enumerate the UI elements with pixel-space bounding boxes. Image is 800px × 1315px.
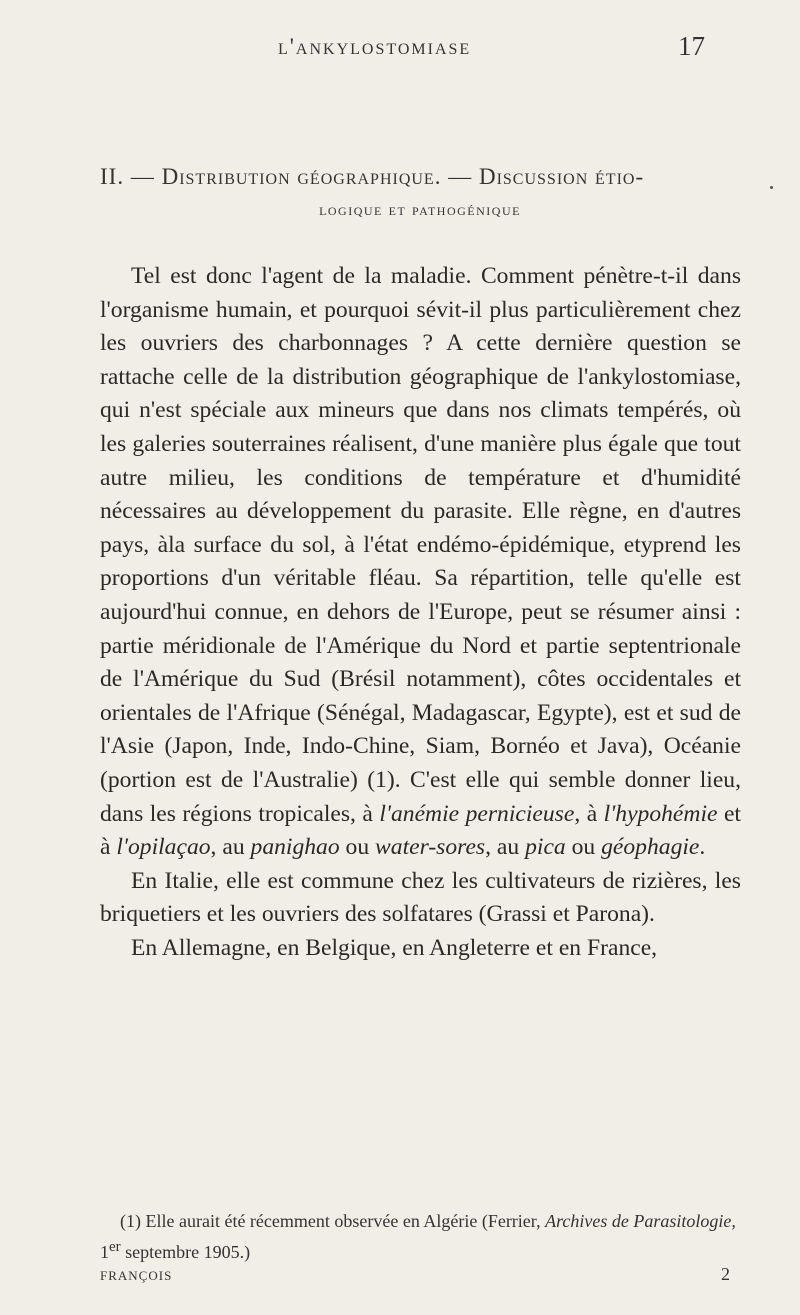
section-title-part-b: Discussion étio-	[478, 164, 645, 189]
footnote-text: septembre 1905.)	[120, 1242, 251, 1262]
footnote-1	[100, 1208, 740, 1265]
paragraph-1-text: , au	[210, 834, 251, 861]
running-head-title: l'ankylostomiase	[278, 34, 472, 59]
paragraph-1-text: , à	[574, 800, 604, 827]
term-water-sores: water-sores	[375, 834, 486, 861]
term-geophagie: géophagie	[601, 834, 700, 861]
body-text	[100, 260, 741, 965]
paragraph-1	[100, 260, 741, 865]
section-heading	[100, 164, 740, 220]
section-heading-line-1	[100, 164, 740, 190]
signature-number: 2	[721, 1264, 730, 1284]
footnote-text: (1) Elle aurait été récemment observée en Algérie (Ferrier,	[120, 1211, 546, 1231]
paragraph-1-text: ou	[339, 834, 376, 861]
footnote-journal: Archives de Parasitologie,	[545, 1211, 736, 1231]
footnote-superscript: er	[109, 1239, 121, 1255]
paragraph-1-text: et à	[100, 800, 741, 861]
term-pica: pica	[525, 834, 566, 861]
signature-name: FRANÇOIS	[100, 1268, 173, 1283]
paragraph-3: En Allemagne, en Belgique, en Angleterre et en France,	[131, 934, 658, 961]
term-anemie-pernicieuse: l'anémie pernicieuse	[379, 800, 575, 827]
ink-speck	[770, 186, 773, 189]
footnote	[100, 1208, 740, 1265]
paragraph-1-text: Tel est donc l'agent de la maladie. Comment pénètre-t-il dans l'organisme humain, et pourquoi sévit-il plus particulièrement chez les ouvriers des charbonnages ? A cette dernière question se rattache celle de la distribution géographique de l'ankylostomiase, qui n'est spéciale aux mineurs que dans nos climats tempérés, où les galeries souterraines réalisent, d'une manière plus égale que tout autre milieu, les conditions de température et d'humidité nécessaires au développement du parasite. Elle règne, en d'autres pays, àla surface du sol, à l'état endémo-épidémique, etyprend les proportions d'un véritable fléau. Sa répartition, telle qu'elle est aujourd'hui connue, en dehors de l'Europe, peut se résumer ainsi : partie méridionale de l'Amérique du Nord et partie septentrionale de l'Amérique du Sud (Brésil notamment), côtes occidentales et orientales de l'Afrique (Sénégal, Madagascar, Egypte), est et sud de l'Asie (Japon, Inde, Indo-Chine, Siam, Bornéo et Java), Océanie (portion est de l'Australie) (1). C'est elle qui semble donner lieu, dans les régions tropicales, à	[100, 263, 741, 827]
paragraph-1-text: ou	[565, 834, 602, 861]
page-number: 17	[678, 31, 705, 61]
paragraph-2: En Italie, elle est commune chez les cultivateurs de rizières, les briquetiers et les ouvriers des solfatares (Grassi et Parona).	[100, 867, 741, 928]
section-numeral: II. —	[100, 164, 155, 189]
paragraph-1-text: , au	[485, 834, 526, 861]
footnote-text: 1	[100, 1242, 109, 1262]
section-title-part-a: Distribution géographique.	[161, 164, 442, 189]
section-dash: —	[448, 164, 473, 189]
term-hypohemie: l'hypohémie	[603, 800, 718, 827]
paragraph-1-text: .	[699, 834, 706, 861]
printer-signature	[100, 1264, 740, 1284]
section-title-part-c: logique et pathogénique	[319, 200, 521, 219]
term-opilacao: l'opilaçao	[116, 834, 211, 861]
term-panighao: panighao	[250, 834, 340, 861]
